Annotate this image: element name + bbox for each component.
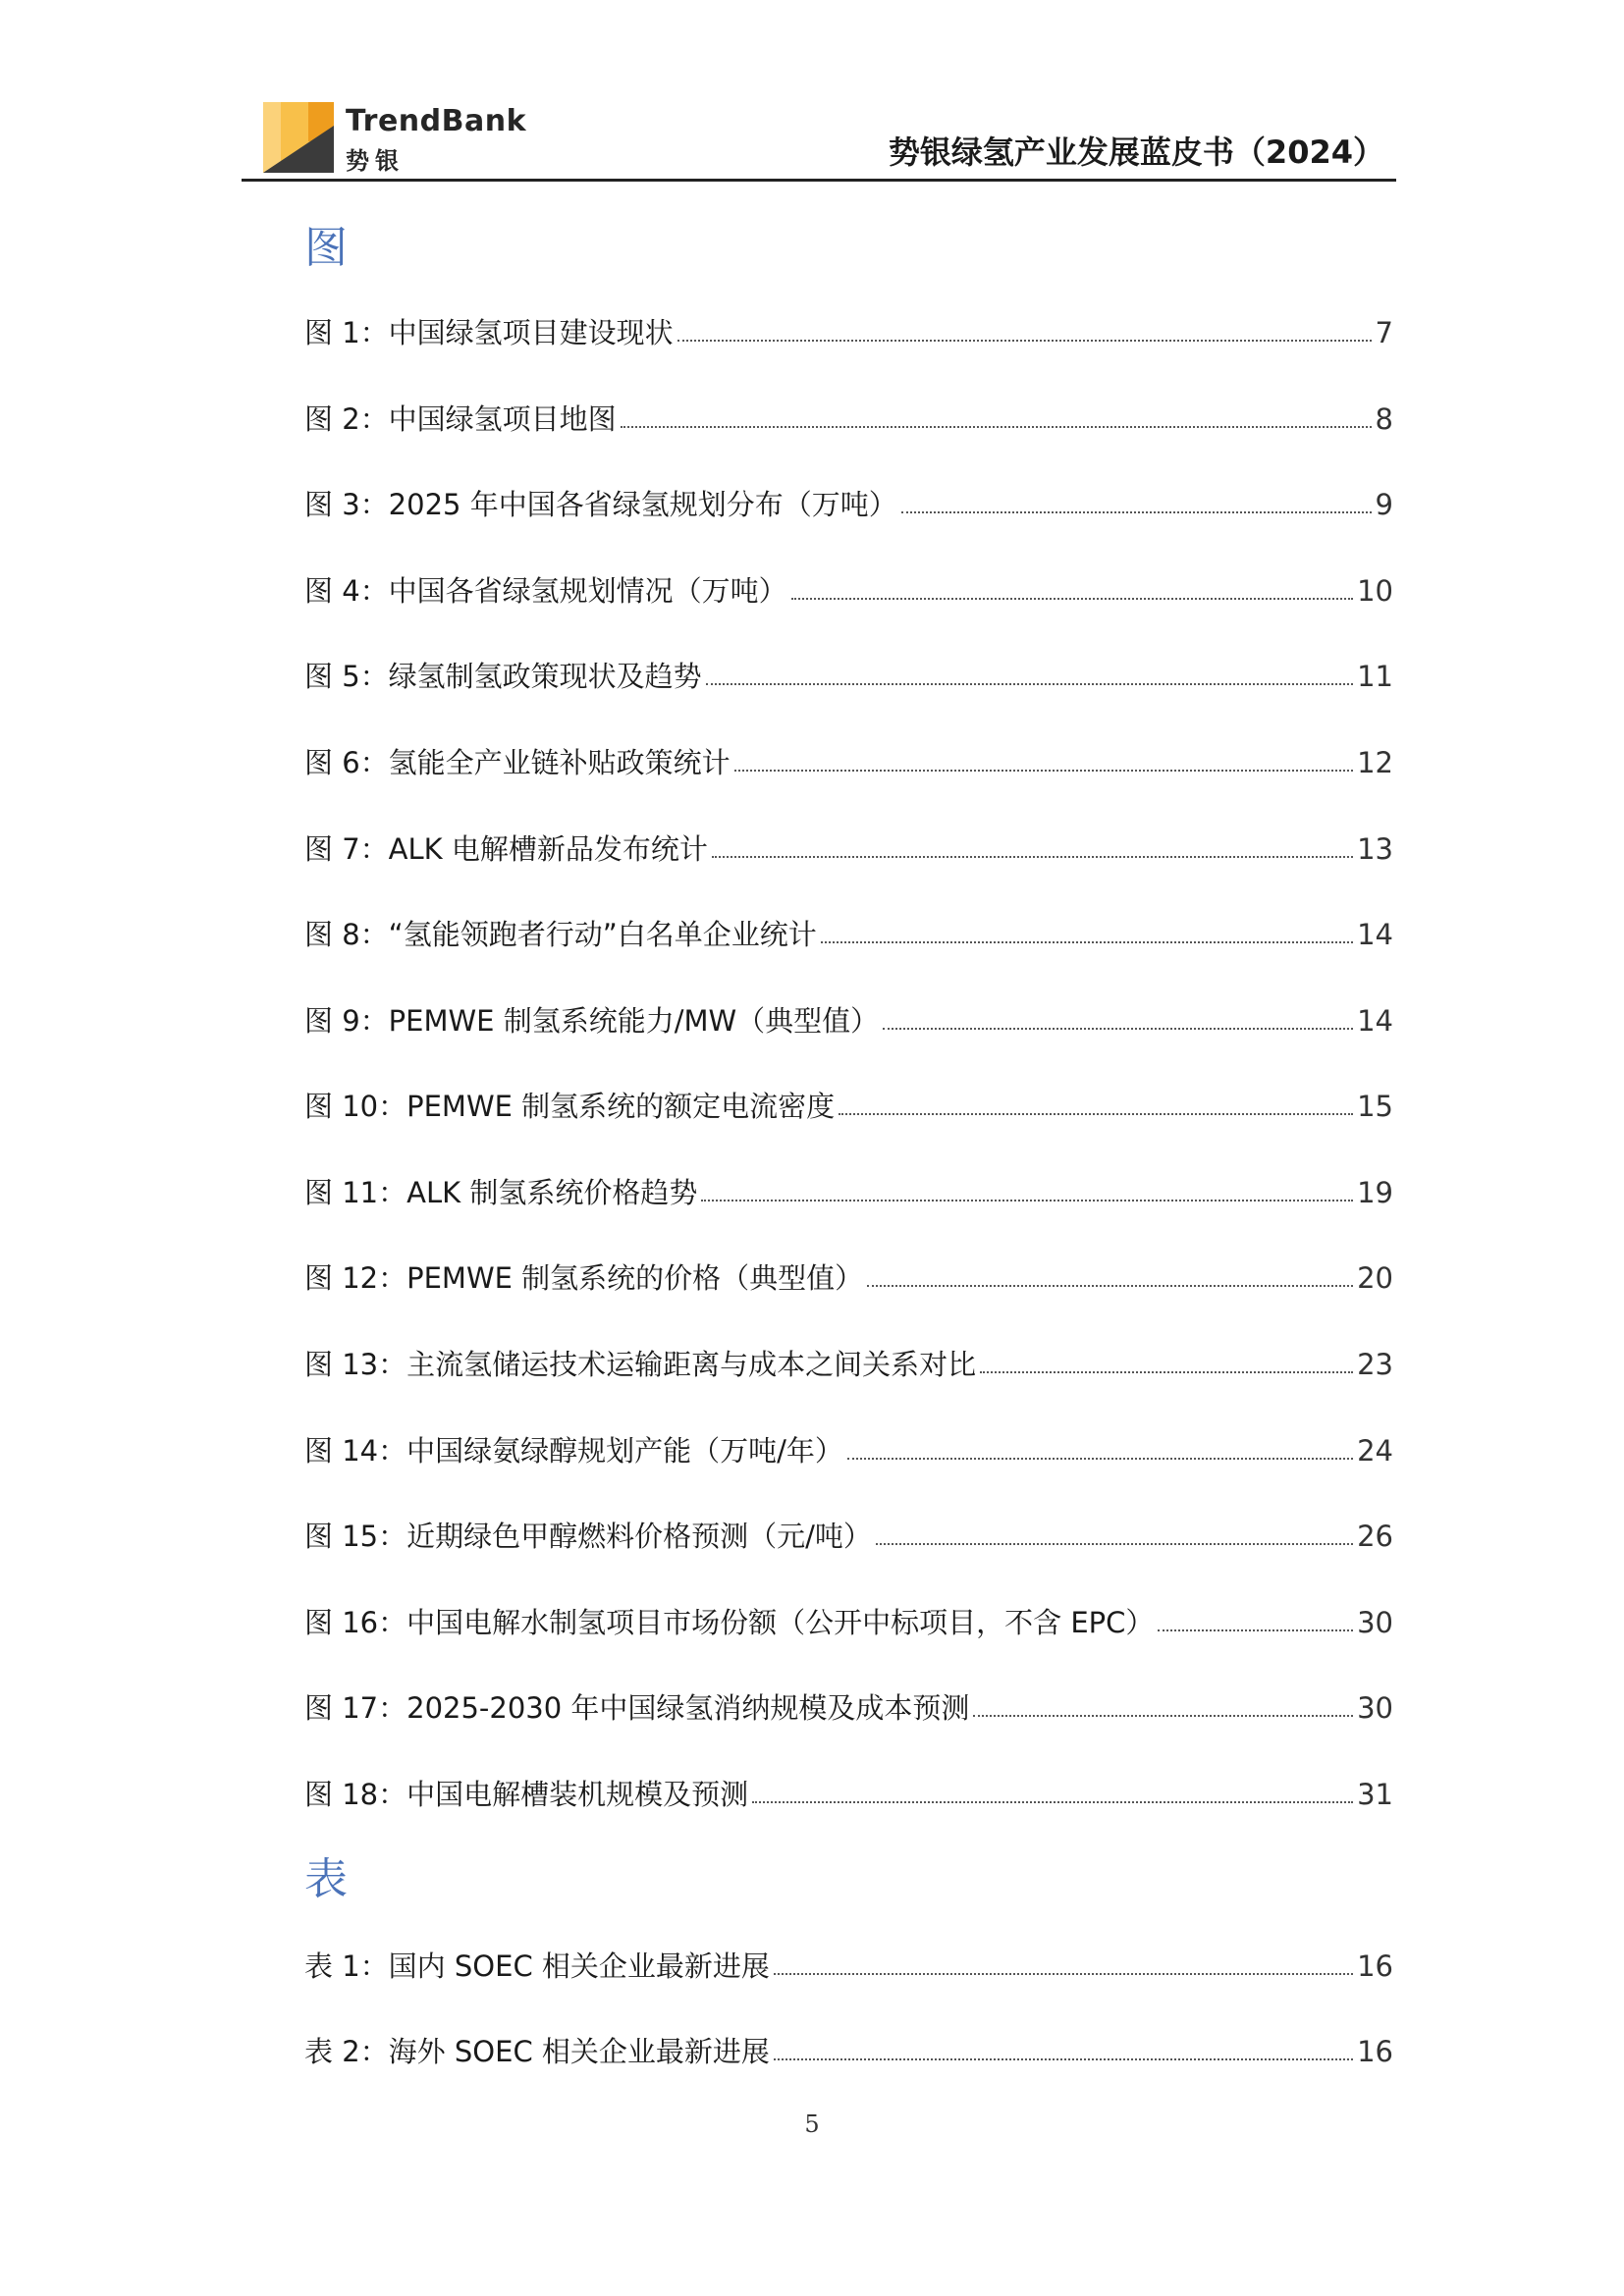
toc-item-page: 14 — [1357, 1004, 1393, 1038]
toc-figure-item[interactable] — [304, 1080, 1393, 1123]
toc-item-label: 图 1：中国绿氢项目建设现状 — [304, 316, 674, 349]
toc-leader-dots — [973, 1715, 1353, 1717]
toc-leader-dots — [883, 1028, 1353, 1030]
toc-item-page: 12 — [1357, 746, 1393, 779]
toc-item-label: 图 12：PEMWE 制氢系统的价格（典型值） — [304, 1261, 864, 1295]
toc-item-label: 图 3：2025 年中国各省绿氢规划分布（万吨） — [304, 488, 897, 521]
toc-item-page: 10 — [1357, 574, 1393, 608]
toc-item-page: 15 — [1357, 1090, 1393, 1123]
toc-leader-dots — [701, 1200, 1353, 1201]
toc-figure-item[interactable] — [304, 736, 1393, 779]
toc-item-label: 表 2：海外 SOEC 相关企业最新进展 — [304, 2035, 770, 2068]
toc-leader-dots — [867, 1285, 1353, 1287]
toc-figure-item[interactable] — [304, 1596, 1393, 1639]
toc-item-page: 30 — [1357, 1691, 1393, 1725]
toc-item-label: 图 13：主流氢储运技术运输距离与成本之间关系对比 — [304, 1348, 977, 1381]
toc-item-label: 图 16：中国电解水制氢项目市场份额（公开中标项目，不含 EPC） — [304, 1606, 1155, 1639]
toc-table-item[interactable] — [304, 1940, 1393, 1983]
toc-item-page: 20 — [1357, 1261, 1393, 1295]
toc-leader-dots — [734, 770, 1353, 772]
toc-item-label: 表 1：国内 SOEC 相关企业最新进展 — [304, 1949, 770, 1983]
toc-item-label: 图 4：中国各省绿氢规划情况（万吨） — [304, 574, 787, 608]
toc-leader-dots — [791, 598, 1353, 600]
page-number: 5 — [804, 2110, 820, 2138]
toc-item-label: 图 17：2025-2030 年中国绿氢消纳规模及成本预测 — [304, 1691, 970, 1725]
toc-table-item[interactable] — [304, 2025, 1393, 2068]
toc-leader-dots — [774, 1973, 1353, 1975]
toc-item-label: 图 8：“氢能领跑者行动”白名单企业统计 — [304, 918, 817, 951]
toc-figure-item[interactable] — [304, 1424, 1393, 1468]
document-title: 势银绿氢产业发展蓝皮书（2024） — [888, 133, 1384, 171]
toc-item-page: 19 — [1357, 1176, 1393, 1209]
toc-item-page: 7 — [1375, 316, 1393, 349]
toc-item-page: 11 — [1357, 660, 1393, 693]
toc-item-page: 23 — [1357, 1348, 1393, 1381]
toc-leader-dots — [706, 683, 1353, 685]
toc-item-page: 13 — [1357, 832, 1393, 866]
toc-figure-item[interactable] — [304, 1768, 1393, 1811]
toc-item-page: 8 — [1375, 402, 1393, 436]
toc-leader-dots — [621, 426, 1372, 428]
toc-figure-item[interactable] — [304, 650, 1393, 693]
header-rule — [242, 179, 1396, 182]
toc-figure-item[interactable] — [304, 1166, 1393, 1209]
figures-heading: 图 — [304, 223, 348, 273]
toc-leader-dots — [774, 2058, 1353, 2060]
trendbank-logo-icon — [263, 102, 334, 173]
logo-wordmark: TrendBank — [346, 104, 527, 138]
toc-item-page: 16 — [1357, 2035, 1393, 2068]
toc-item-label: 图 18：中国电解槽装机规模及预测 — [304, 1778, 749, 1811]
toc-item-label: 图 14：中国绿氨绿醇规划产能（万吨/年） — [304, 1434, 843, 1468]
toc-leader-dots — [901, 511, 1372, 513]
toc-figure-item[interactable] — [304, 478, 1393, 521]
toc-figure-item[interactable] — [304, 1252, 1393, 1295]
toc-figure-item[interactable] — [304, 1510, 1393, 1553]
toc-item-page: 16 — [1357, 1949, 1393, 1983]
toc-figure-item[interactable] — [304, 306, 1393, 349]
toc-figure-item[interactable] — [304, 1338, 1393, 1381]
toc-leader-dots — [1158, 1629, 1353, 1631]
toc-item-label: 图 15：近期绿色甲醇燃料价格预测（元/吨） — [304, 1520, 872, 1553]
toc-item-label: 图 2：中国绿氢项目地图 — [304, 402, 617, 436]
toc-figure-item[interactable] — [304, 994, 1393, 1038]
tables-heading: 表 — [304, 1854, 348, 1904]
toc-item-label: 图 7：ALK 电解槽新品发布统计 — [304, 832, 708, 866]
toc-leader-dots — [677, 340, 1372, 342]
toc-figure-item[interactable] — [304, 823, 1393, 866]
toc-figure-item[interactable] — [304, 393, 1393, 436]
toc-item-label: 图 9：PEMWE 制氢系统能力/MW（典型值） — [304, 1004, 880, 1038]
toc-leader-dots — [980, 1371, 1353, 1373]
toc-item-label: 图 5：绿氢制氢政策现状及趋势 — [304, 660, 702, 693]
toc-item-page: 14 — [1357, 918, 1393, 951]
toc-item-page: 31 — [1357, 1778, 1393, 1811]
toc-item-page: 26 — [1357, 1520, 1393, 1553]
toc-item-page: 24 — [1357, 1434, 1393, 1468]
toc-item-page: 9 — [1375, 488, 1393, 521]
toc-leader-dots — [752, 1801, 1353, 1803]
page-header — [242, 98, 1396, 181]
toc-item-page: 30 — [1357, 1606, 1393, 1639]
toc-figure-item[interactable] — [304, 1682, 1393, 1725]
toc-figure-item[interactable] — [304, 564, 1393, 608]
toc-item-label: 图 10：PEMWE 制氢系统的额定电流密度 — [304, 1090, 836, 1123]
toc-item-label: 图 6：氢能全产业链补贴政策统计 — [304, 746, 731, 779]
toc-leader-dots — [712, 856, 1353, 858]
toc-leader-dots — [876, 1543, 1353, 1545]
toc-item-label: 图 11：ALK 制氢系统价格趋势 — [304, 1176, 698, 1209]
toc-leader-dots — [839, 1113, 1353, 1115]
logo-chinese-name: 势银 — [346, 147, 405, 175]
toc-figure-item[interactable] — [304, 908, 1393, 951]
toc-leader-dots — [847, 1458, 1353, 1460]
toc-leader-dots — [821, 941, 1353, 943]
